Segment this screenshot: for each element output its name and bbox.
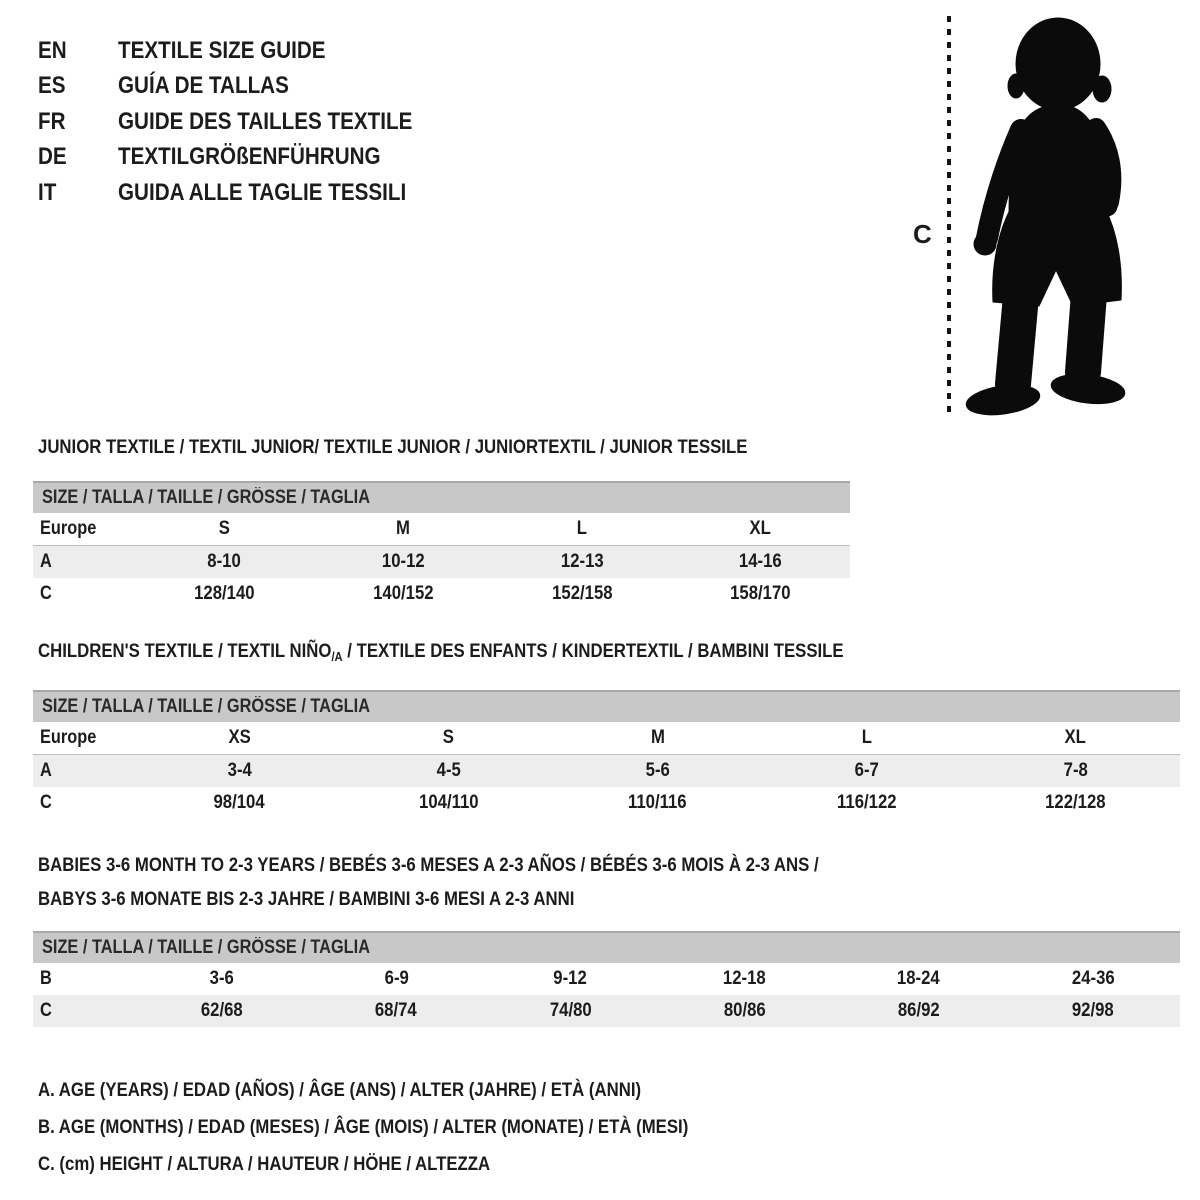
measurement-legend — [38, 1072, 794, 1183]
language-title: TEXTILE SIZE GUIDE — [118, 36, 326, 64]
language-code: ES — [38, 72, 66, 100]
table-cell: 104/110 — [418, 792, 479, 813]
row-label: A — [40, 760, 52, 781]
height-measure-label: C — [913, 219, 932, 249]
language-code: FR — [38, 107, 66, 135]
language-item-fr — [38, 104, 460, 140]
table-cell: M — [650, 727, 665, 748]
table-cell: 152/158 — [551, 583, 613, 604]
legend-height-cm: C. (cm) HEIGHT / ALTURA / HAUTEUR / HÖHE / ALTEZZA — [38, 1153, 491, 1175]
table-cell: 5-6 — [645, 760, 670, 781]
language-title: GUÍA DE TALLAS — [118, 72, 289, 100]
table-cell: 3-4 — [227, 760, 252, 781]
table-cell: 3-6 — [209, 968, 235, 989]
table-cell: 68/74 — [375, 1000, 418, 1021]
table-cell: 80/86 — [723, 1000, 766, 1021]
junior-section-title: JUNIOR TEXTILE / TEXTIL JUNIOR/ TEXTILE JUNIOR / JUNIORTEXTIL / JUNIOR TESSILE — [38, 436, 748, 458]
language-code: DE — [38, 143, 67, 171]
table-cell: 140/152 — [372, 583, 434, 604]
table-cell: L — [576, 518, 587, 539]
babies-size-table — [33, 931, 1180, 1027]
babies-section-title: BABIES 3-6 MONTH TO 2-3 YEARS / BEBÉS 3-6 MESES A 2-3 AÑOS / BÉBÉS 3-6 MOIS À 2-3 ANS / BABYS 3-6 MONATE BIS 2-3 JAHRE / BAMBINI 3-6 MESI A 2-3 ANNI — [38, 854, 819, 910]
table-cell: 128/140 — [194, 583, 255, 604]
table-row-age-years — [33, 546, 850, 578]
table-cell: 24-36 — [1071, 968, 1115, 989]
language-title: TEXTILGRÖßENFÜHRUNG — [118, 143, 381, 171]
row-label: C — [40, 792, 52, 813]
table-cell: 98/104 — [213, 792, 266, 813]
table-cell: 158/170 — [730, 583, 791, 604]
language-item-es — [38, 69, 460, 105]
row-label: C — [40, 583, 52, 604]
table-row-europe — [33, 722, 1180, 755]
language-title: GUIDE DES TAILLES TEXTILE — [118, 107, 413, 135]
table-row-height-cm — [33, 995, 1180, 1027]
language-item-en — [38, 33, 460, 69]
table-cell: 6-7 — [854, 760, 879, 781]
junior-size-table — [33, 481, 850, 610]
table-cell: 12-18 — [723, 968, 766, 989]
baby-silhouette-icon — [963, 12, 1141, 420]
table-row-age-months — [33, 963, 1180, 995]
table-cell: 116/122 — [836, 792, 897, 813]
height-measure-dashed-line — [947, 16, 951, 416]
table-cell: 14-16 — [739, 551, 783, 572]
table-cell: 6-9 — [384, 968, 409, 989]
table-cell: 86/92 — [897, 1000, 940, 1021]
table-cell: 10-12 — [381, 551, 425, 572]
language-item-de — [38, 140, 460, 176]
row-label: C — [40, 1000, 52, 1021]
legend-age-years: A. AGE (YEARS) / EDAD (AÑOS) / ÂGE (ANS) / ALTER (JAHRE) / ETÀ (ANNI) — [38, 1079, 642, 1101]
table-cell: 7-8 — [1063, 760, 1088, 781]
legend-age-months: B. AGE (MONTHS) / EDAD (MESES) / ÂGE (MOIS) / ALTER (MONATE) / ETÀ (MESI) — [38, 1116, 689, 1138]
table-cell: XL — [1064, 727, 1087, 748]
row-label: Europe — [40, 727, 97, 748]
table-row-height-cm — [33, 787, 1180, 819]
table-cell: S — [442, 727, 455, 748]
table-cell: XS — [228, 727, 251, 748]
table-row-height-cm — [33, 578, 850, 610]
table-header-bar: SIZE / TALLA / TAILLE / GRÖSSE / TAGLIA — [33, 690, 1180, 722]
row-label: A — [40, 551, 52, 572]
language-code: EN — [38, 36, 67, 64]
table-cell: 12-13 — [560, 551, 604, 572]
children-size-table — [33, 690, 1180, 819]
table-cell: L — [861, 727, 872, 748]
table-cell: S — [218, 518, 230, 539]
table-cell: 92/98 — [1072, 1000, 1114, 1021]
table-cell: 62/68 — [201, 1000, 244, 1021]
language-title: GUIDA ALLE TAGLIE TESSILI — [118, 178, 407, 206]
table-header-bar: SIZE / TALLA / TAILLE / GRÖSSE / TAGLIA — [33, 481, 850, 513]
table-cell: 110/116 — [628, 792, 687, 813]
table-cell: 4-5 — [436, 760, 461, 781]
language-item-it — [38, 175, 460, 211]
row-label: Europe — [40, 518, 97, 539]
language-code: IT — [38, 178, 57, 206]
children-section-title: CHILDREN'S TEXTILE / TEXTIL $NIÑO_{/A}$ / TEXTILE DES ENFANTS / KINDERTEXTIL / BAMBINI TESSILE — [38, 640, 844, 664]
table-row-age-years — [33, 755, 1180, 787]
table-cell: M — [396, 518, 411, 539]
table-cell: 8-10 — [207, 551, 242, 572]
table-row-europe — [33, 513, 850, 546]
row-label: B — [40, 968, 52, 989]
table-cell: 9-12 — [553, 968, 588, 989]
table-header-bar: SIZE / TALLA / TAILLE / GRÖSSE / TAGLIA — [33, 931, 1180, 963]
table-cell: 74/80 — [549, 1000, 592, 1021]
table-cell: 122/128 — [1045, 792, 1106, 813]
title-subscript: /A — [331, 649, 343, 664]
language-list — [38, 33, 460, 211]
table-cell: 18-24 — [897, 968, 941, 989]
table-cell: XL — [749, 518, 772, 539]
